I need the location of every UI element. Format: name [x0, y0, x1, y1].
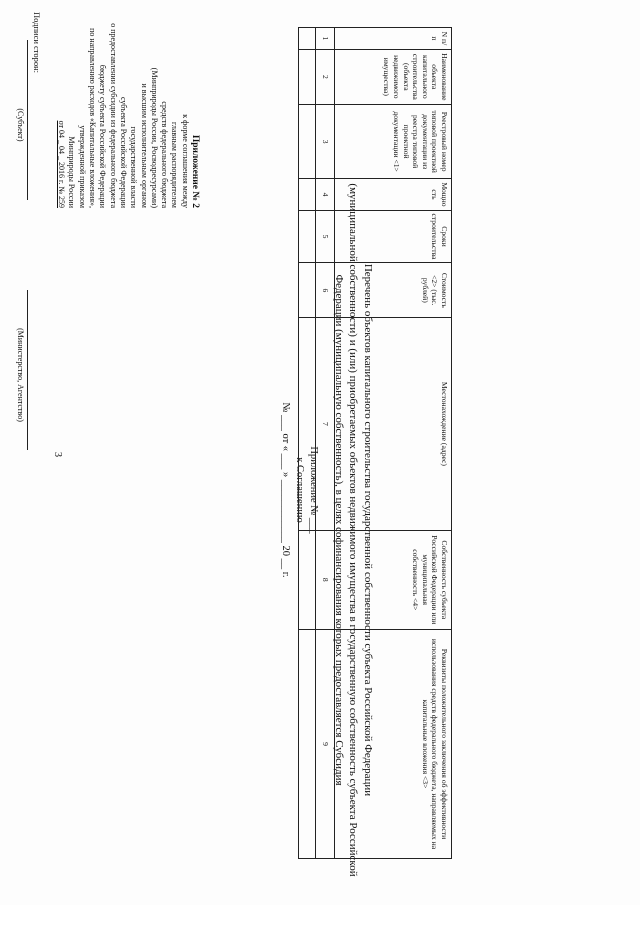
appendix-line: главным распорядителем: [170, 122, 180, 208]
title-line: Перечень объектов капитального строительства государственной собственности субъекта Российской Федерации: [362, 263, 374, 797]
column-number: 5: [316, 210, 335, 263]
signature-subject: [16, 40, 28, 210]
signatures-block: [32, 12, 42, 612]
annex-date: № ___ от « ___ » ____________ 20 __ г.: [280, 402, 291, 578]
appendix-line: государственной власти: [129, 126, 139, 208]
table-cell: [299, 179, 316, 210]
appendix-line: субъекта Российской Федерации: [118, 96, 128, 208]
table-cell: [299, 530, 316, 629]
header-cell: Мощно сть: [335, 179, 452, 210]
table-row: [299, 28, 316, 859]
signatures-label: Подписи сторон:: [32, 12, 42, 74]
header-cell: Собственность субъекта Российской Федерации или муниципальная собственность <4>: [335, 530, 452, 629]
appendix-line: по направлению расходов «Капитальные вложения»,: [88, 28, 98, 208]
signature-ministry-label: (Министерство, Агентство): [16, 328, 25, 422]
order-date-number: от 04 _ 04 _ 2016 г. № 259: [57, 120, 67, 208]
appendix-line: утвержденной приказом: [77, 125, 87, 208]
page-number: 3: [52, 452, 63, 457]
column-number: 9: [316, 629, 335, 858]
column-number: 2: [316, 49, 335, 104]
appendix-line: Минприроды России: [67, 136, 77, 208]
title-line: (муниципальной собственности) и (или) приобретаемых объектов недвижимого имущества в государственную собственность субъекта Российской: [347, 183, 360, 877]
header-cell: Реквизиты положительного заключения об эффективности использования средств федерального бюджета, направляемых на капитальные вложения <3>: [335, 629, 452, 858]
objects-table: [298, 27, 452, 859]
signature-ministry: [16, 290, 28, 460]
appendix-line: и высшим исполнительным органом: [139, 83, 149, 208]
signature-line: [27, 290, 28, 450]
table-cell: [299, 104, 316, 179]
table-cell: [299, 210, 316, 263]
appendix-line: (Минприроды России, Росводресурсами): [149, 67, 159, 208]
title-line: Федерации (муниципальную собственность), в целях софинансирования которых предоставляется Субсидия: [333, 274, 345, 786]
table-cell: [299, 28, 316, 50]
appendix-line: к форме соглашения между: [180, 114, 190, 208]
signature-line: [27, 40, 28, 200]
signature-subject-label: (Субъект): [16, 108, 25, 142]
table-cell: [299, 318, 316, 530]
column-number: 7: [316, 318, 335, 530]
appendix-line: средств федерального бюджета: [160, 101, 170, 208]
column-number: 6: [316, 263, 335, 318]
column-number: 1: [316, 28, 335, 50]
appendix-header: [56, 8, 200, 208]
appendix-title: Приложение № 2: [190, 134, 200, 208]
annex-agreement: к Соглашению: [294, 457, 305, 523]
appendix-line: о предоставлении субсидии из федерального бюджета: [108, 23, 118, 208]
header-cell: Стоимость <2> (тыс. рублей): [335, 263, 452, 318]
table-header-row: [335, 28, 452, 859]
annex-number: Приложение № ___: [308, 446, 319, 534]
table-cell: [299, 263, 316, 318]
table-number-row: [316, 28, 335, 859]
table-cell: [299, 49, 316, 104]
header-cell: Местонахождение (адрес): [335, 318, 452, 530]
column-number: 8: [316, 530, 335, 629]
table-cell: [299, 629, 316, 858]
header-cell: Сроки строительства: [335, 210, 452, 263]
appendix-line: бюджету субъекта Российской Федерации: [98, 64, 108, 208]
header-cell: Реестровый номер типовой проектной документации из реестра типовой проектной документации <1>: [335, 104, 452, 179]
column-number: 3: [316, 104, 335, 179]
header-cell: Наименование объекта капитального строительства (объекта недвижимого имущества): [335, 49, 452, 104]
column-number: 4: [316, 179, 335, 210]
header-cell: N п/п: [335, 28, 452, 50]
